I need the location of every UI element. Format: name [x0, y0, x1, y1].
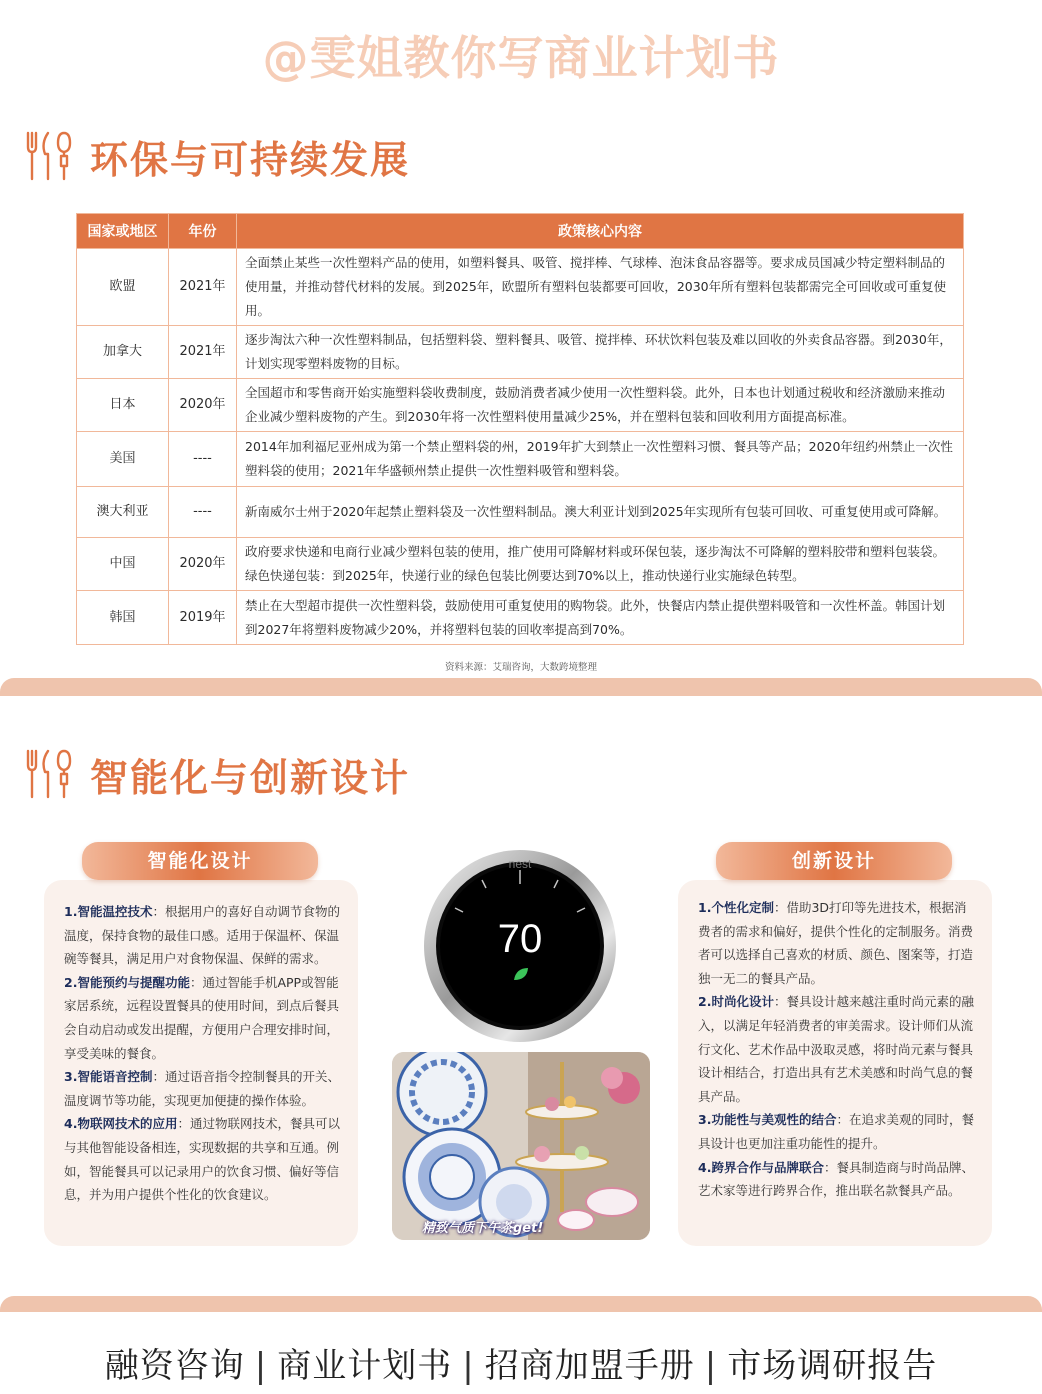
table-row [77, 249, 964, 326]
table-row [77, 538, 964, 591]
footer-services [0, 1338, 1042, 1387]
smart-design-panel [44, 880, 358, 1246]
cell-year: 2021年 [169, 249, 237, 326]
footer-item: 商业计划书 [277, 1346, 453, 1386]
cell-year: 2020年 [169, 538, 237, 591]
panel-item [698, 896, 974, 990]
footer-separator: | [462, 1346, 475, 1386]
footer-item: 融资咨询 [104, 1346, 245, 1386]
panel-item-label: 4.物联网技术的应用 [64, 1116, 178, 1132]
cell-region: 澳大利亚 [77, 487, 169, 538]
panel-item-label: 2.时尚化设计 [698, 994, 774, 1010]
section-title-smart-design [24, 744, 410, 804]
table-header-row [77, 214, 964, 249]
panel-item-text: ：借助3D打印等先进技术，根据消费者的需求和偏好，提供个性化的定制服务。消费者可以选择自己喜欢的材质、颜色、图案等，打造独一无二的餐具产品。 [698, 900, 974, 986]
panel-item-label: 1.个性化定制 [698, 900, 774, 915]
cell-region: 韩国 [77, 591, 169, 645]
panel-item-label: 4.跨界合作与品牌联合 [698, 1159, 824, 1175]
panel-item-text: ：通过物联网技术，餐具可以与其他智能设备相连，实现数据的共享和互通。例如，智能餐具可以记录用户的饮食习惯、偏好等信息，并为用户提供个性化的饮食建议。 [64, 1116, 340, 1203]
cutlery-icon [24, 129, 78, 183]
policy-table [76, 213, 964, 645]
panel-item-label: 3.功能性与美观性的结合 [698, 1112, 837, 1128]
cell-content: 新南威尔士州于2020年起禁止塑料袋及一次性塑料制品。澳大利亚计划到2025年实现所有包装可回收、可重复使用或可降解。 [237, 487, 964, 538]
panel-item-text: ：餐具制造商与时尚品牌、艺术家等进行跨界合作，推出联名款餐具产品。 [698, 1159, 974, 1199]
cell-content: 禁止在大型超市提供一次性塑料袋，鼓励使用可重复使用的购物袋。此外，快餐店内禁止提供塑料吸管和一次性杯盖。韩国计划到2027年将塑料废物减少20%，并将塑料包装的回收率提高到70%。 [237, 591, 964, 645]
thermostat-temperature: 70 [497, 917, 543, 961]
watermark: @雯姐教你写商业计划书 [262, 31, 780, 85]
header-content: 政策核心内容 [237, 214, 964, 249]
cell-year: 2020年 [169, 379, 237, 432]
panel-item-label: 2.智能预约与提醒功能 [64, 974, 190, 990]
innovative-design-panel [678, 880, 992, 1246]
panel-item-text: ：通过语音指令控制餐具的开关、温度调节等功能，实现更加便捷的操作体验。 [64, 1069, 340, 1108]
panel-item-text: ：根据用户的喜好自动调节食物的温度，保持食物的最佳口感。适用于保温杯、保温碗等餐具，满足用户对食物保温、保鲜的需求。 [64, 904, 340, 967]
footer-separator: | [704, 1346, 718, 1386]
cell-region: 加拿大 [77, 326, 169, 379]
table-source-note: 资料来源：艾瑞咨询，大数跨境整理 [444, 662, 597, 673]
section-divider-band [0, 678, 1042, 696]
table-row [77, 326, 964, 379]
cutlery-icon [24, 747, 78, 801]
header-region: 国家或地区 [77, 214, 169, 249]
panel-item [698, 1108, 974, 1155]
cell-content: 逐步淘汰六种一次性塑料制品，包括塑料袋、塑料餐具、吸管、搅拌棒、环状饮料包装及难以回收的外卖食品容器。到2030年，计划实现零塑料废物的目标。 [237, 326, 964, 379]
panel-item [698, 1156, 974, 1203]
footer-item: 市场调研报告 [727, 1346, 938, 1386]
cell-year: 2021年 [169, 326, 237, 379]
panel-item-text: ：在追求美观的同时，餐具设计也更加注重功能性的提升。 [698, 1112, 974, 1151]
header-year: 年份 [169, 214, 237, 249]
cell-content: 全面禁止某些一次性塑料产品的使用，如塑料餐具、吸管、搅拌棒、气球棒、泡沫食品容器等。要求成员国减少特定塑料制品的使用量，并推动替代材料的发展。到2025年，欧盟所有塑料包装都要可回收，2030年所有塑料包装都需完全可回收或可重复使用。 [237, 249, 964, 326]
thermostat-brand: nest [508, 857, 532, 871]
table-row [77, 432, 964, 487]
cell-region: 欧盟 [77, 249, 169, 326]
cell-region: 中国 [77, 538, 169, 591]
cell-content: 2014年加利福尼亚州成为第一个禁止塑料袋的州，2019年扩大到禁止一次性塑料习惯、餐具等产品；2020年纽约州禁止一次性塑料袋的使用；2021年华盛顿州禁止提供一次性塑料吸管和塑料袋。 [237, 432, 964, 487]
panel-item-label: 1.智能温控技术 [64, 904, 153, 919]
innovative-design-heading: 创新设计 [716, 842, 952, 880]
footer-separator: | [254, 1346, 268, 1386]
section-title-text: 环保与可持续发展 [90, 137, 411, 182]
table-row [77, 487, 964, 538]
cell-year: ---- [169, 487, 237, 538]
footer-divider-band [0, 1296, 1042, 1312]
footer-item: 招商加盟手册 [484, 1346, 695, 1386]
table-row [77, 379, 964, 432]
table-row [77, 591, 964, 645]
panel-item-text: ：餐具设计越来越注重时尚元素的融入，以满足年轻消费者的审美需求。设计师们从流行文化、艺术作品中汲取灵感，将时尚元素与餐具设计相结合，打造出具有艺术美感和时尚气息的餐具产品。 [698, 994, 974, 1104]
cell-content: 政府要求快递和电商行业减少塑料包装的使用，推广使用可降解材料或环保包装，逐步淘汰不可降解的塑料胶带和塑料包装袋。绿色快递包装：到2025年，快递行业的绿色包装比例要达到70%以上，推动快递行业实施绿色转型。 [237, 538, 964, 591]
photo-caption: 精致气质下午茶get! [422, 1221, 544, 1236]
panel-item [64, 1065, 340, 1112]
cell-year: ---- [169, 432, 237, 487]
panel-item-text: ：通过智能手机APP或智能家居系统，远程设置餐具的使用时间，到点后餐具会自动启动或发出提醒，方便用户合理安排时间，享受美味的餐食。 [64, 974, 340, 1061]
section-title-sustainability [24, 126, 410, 186]
tableware-photo [392, 1052, 650, 1240]
cell-year: 2019年 [169, 591, 237, 645]
smart-design-heading: 智能化设计 [82, 842, 318, 880]
panel-item-label: 3.智能语音控制 [64, 1069, 153, 1085]
cell-region: 日本 [77, 379, 169, 432]
panel-item [64, 1112, 340, 1206]
panel-item [64, 971, 340, 1065]
smart-thermostat-image [422, 848, 618, 1044]
cell-region: 美国 [77, 432, 169, 487]
panel-item [64, 900, 340, 971]
tableware-illustration [392, 1052, 650, 1240]
panel-item [698, 990, 974, 1108]
section-title-text: 智能化与创新设计 [90, 755, 411, 800]
cell-content: 全国超市和零售商开始实施塑料袋收费制度，鼓励消费者减少使用一次性塑料袋。此外，日本也计划通过税收和经济激励来推动企业减少塑料废物的产生。到2030年将一次性塑料使用量减少25%，并在塑料包装和回收利用方面提高标准。 [237, 379, 964, 432]
